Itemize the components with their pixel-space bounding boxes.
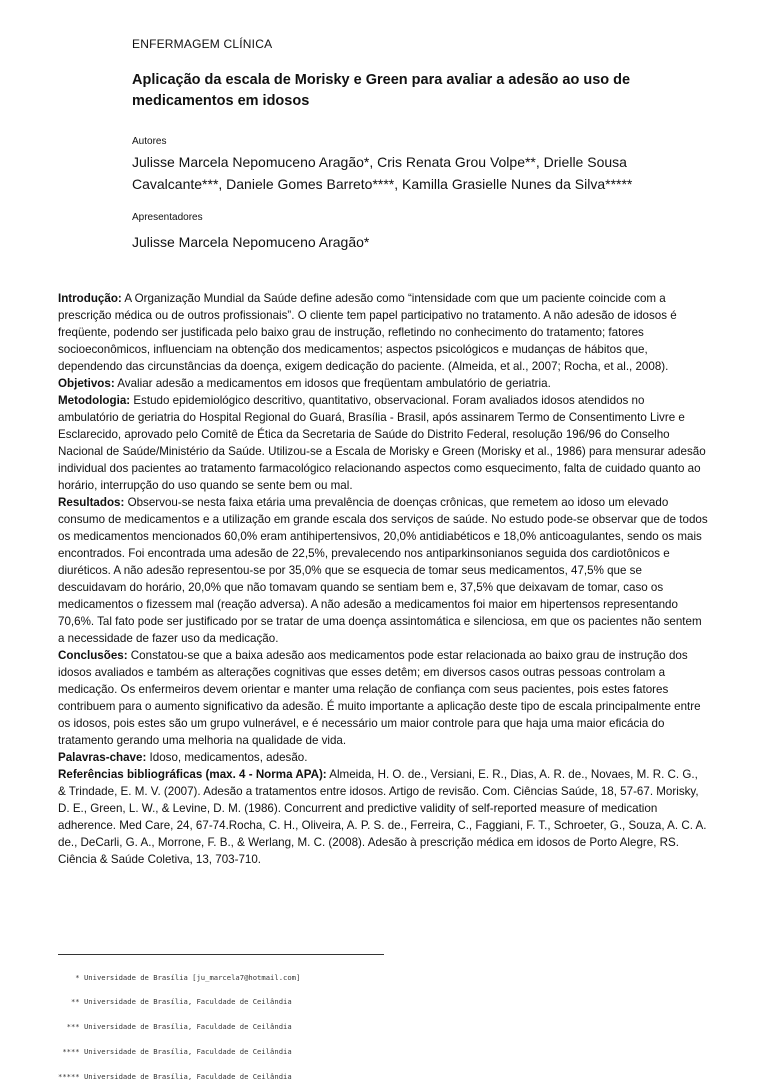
section-referencias — [58, 766, 708, 868]
section-heading: Metodologia: — [58, 394, 131, 407]
section-heading: Resultados: — [58, 496, 125, 509]
section-conclusoes — [58, 647, 708, 749]
presenters-list: Julisse Marcela Nepomuceno Aragão* — [132, 234, 370, 250]
presenters-label: Apresentadores — [132, 212, 203, 223]
section-text: Estudo epidemiológico descritivo, quantitativo, observacional. Foram avaliados idosos atendidos no ambulatório de geriatria do Hospital Regional do Guará, Brasília - Brasil, após assinarem Termo de Consentimento Livre e Esclarecido, aprovado pelo Comitê de Ética da Secretaria de Saúde do Distrito Federal, resolução 196/96 do Conselho Nacional de Saúde/Ministério da Saúde. Utilizou-se a Escala de Morisky e Green (Morisky et al., 1986) para mensurar adesão individual dos pacientes ao tratamento farmacológico relacionando aspectos como esquecimento, falta de cuidado quanto ao horário, interrupção do uso quando se sente bem ou mal. — [58, 394, 706, 492]
section-text: Observou-se nesta faixa etária uma prevalência de doenças crônicas, que remetem ao idoso um elevado consumo de medicamentos e a utilização em grande escala dos serviços de saúde. No estudo pode-se observar que de todos os medicamentos mencionados 60,0% eram antihipertensivos, 20,0% antidiabéticos e 18,0% anticoagulantes, sendo os mais encontrados. Foi encontrada uma adesão de 22,5%, prevalecendo nos antiparkinsonianos seguida dos cardiotônicos e diuréticos. A não adesão representou-se por 35,0% que se esquecia de tomar seus medicamentos, 47,5% que se descuidavam do horário, 20,0% que não tomavam quando se sentiam bem e, 37,5% que deixavam de tomar, caso os medicamentos o fizessem mal (reação adversa). A não adesão a medicamentos foi maior em hipertensos representando 70,6%. Tal fato pode ser justificado por se tratar de uma doença assintomática e silenciosa, em que os pacientes não sentem a necessidade de fazer uso da medicação. — [58, 496, 708, 645]
footnote-item: ** Universidade de Brasília, Faculdade de Ceilândia — [58, 997, 292, 1007]
footnote-item: * Universidade de Brasília [ju_marcela7@hotmail.com] — [58, 972, 301, 982]
footnotes — [58, 957, 458, 1090]
section-text: A Organização Mundial da Saúde define adesão como “intensidade com que um paciente coincide com a prescrição médica ou de outros profissionais”. O cliente tem papel participativo no tratamento. A não adesão de idosos é freqüente, podendo ser justificada pelo baixo grau de instrução, refletindo no conhecimento do tratamento; fatores socioeconômicos, influenciam na obtenção dos medicamentos; aspectos psicológicos e mudanças de hábitos que, dependendo das circunstâncias da doença, exigem dedicação do paciente. (Almeida, et al., 2007; Rocha, et al., 2008). — [58, 292, 677, 373]
section-heading: Referências bibliográficas (max. 4 - Norma APA): — [58, 768, 327, 781]
section-heading: Introdução: — [58, 292, 122, 305]
abstract-body — [58, 290, 708, 868]
footnote-divider — [58, 954, 384, 955]
section-text: Avaliar adesão a medicamentos em idosos que freqüentam ambulatório de geriatria. — [114, 377, 551, 390]
footnote-item: *** Universidade de Brasília, Faculdade de Ceilândia — [58, 1022, 292, 1032]
section-metodologia — [58, 392, 708, 494]
section-resultados — [58, 494, 708, 647]
section-palavras-chave — [58, 749, 708, 766]
category-label: ENFERMAGEM CLÍNICA — [132, 37, 273, 51]
section-heading: Palavras-chave: — [58, 751, 147, 764]
section-text: Idoso, medicamentos, adesão. — [146, 751, 308, 764]
section-text: Constatou-se que a baixa adesão aos medicamentos pode estar relacionada ao baixo grau de instrução dos idosos avaliados e também as alterações cognitivas que esses detêm; em diversos casos outras pessoas controlam a medicação. Os enfermeiros devem orientar e manter uma relação de confiança com seus pacientes, pois estes fatores contribuem para o aumento significativo da adesão. É muito importante a aplicação deste tipo de escala principalmente entre os idosos, pois estes são um grupo vulnerável, e é necessário um maior controle para que haja uma maior eficácia do tratamento gerando uma melhoria na qualidade de vida. — [58, 649, 701, 747]
authors-list: Julisse Marcela Nepomuceno Aragão*, Cris Renata Grou Volpe**, Drielle Sousa Cavalcante***, Daniele Gomes Barreto****, Kamilla Grasielle Nunes da Silva***** — [132, 154, 633, 192]
authors-label: Autores — [132, 136, 167, 147]
footnote-item: **** Universidade de Brasília, Faculdade de Ceilândia — [58, 1047, 292, 1057]
section-introducao — [58, 290, 708, 375]
footnote-item: ***** Universidade de Brasília, Faculdade de Ceilândia — [58, 1072, 292, 1082]
section-heading: Objetivos: — [58, 377, 115, 390]
paper-title: Aplicação da escala de Morisky e Green para avaliar a adesão ao uso de medicamentos em idosos — [132, 72, 631, 109]
section-text: Almeida, H. O. de., Versiani, E. R., Dias, A. R. de., Novaes, M. R. C. G., & Trindade, E. M. V. (2007). Adesão a tratamentos entre idosos. Artigo de revisão. Com. Ciências Saúde, 18, 57-67. Morisky, D. E., Green, L. W., & Levine, D. M. (1986). Concurrent and predictive validity of self-reported measure of medication adherence. Med Care, 24, 67-74.Rocha, C. H., Oliveira, A. P. S. de., Ferreira, C., Faggiani, F. T., Schroeter, G., Souza, A. C. A. de., DeCarli, G. A., Morrone, F. B., & Werlang, M. C. (2008). Adesão à prescrição médica em idosos de Porto Alegre, RS. Ciência & Saúde Coletiva, 13, 703-710. — [58, 768, 707, 866]
section-heading: Conclusões: — [58, 649, 128, 662]
section-objetivos — [58, 375, 708, 392]
